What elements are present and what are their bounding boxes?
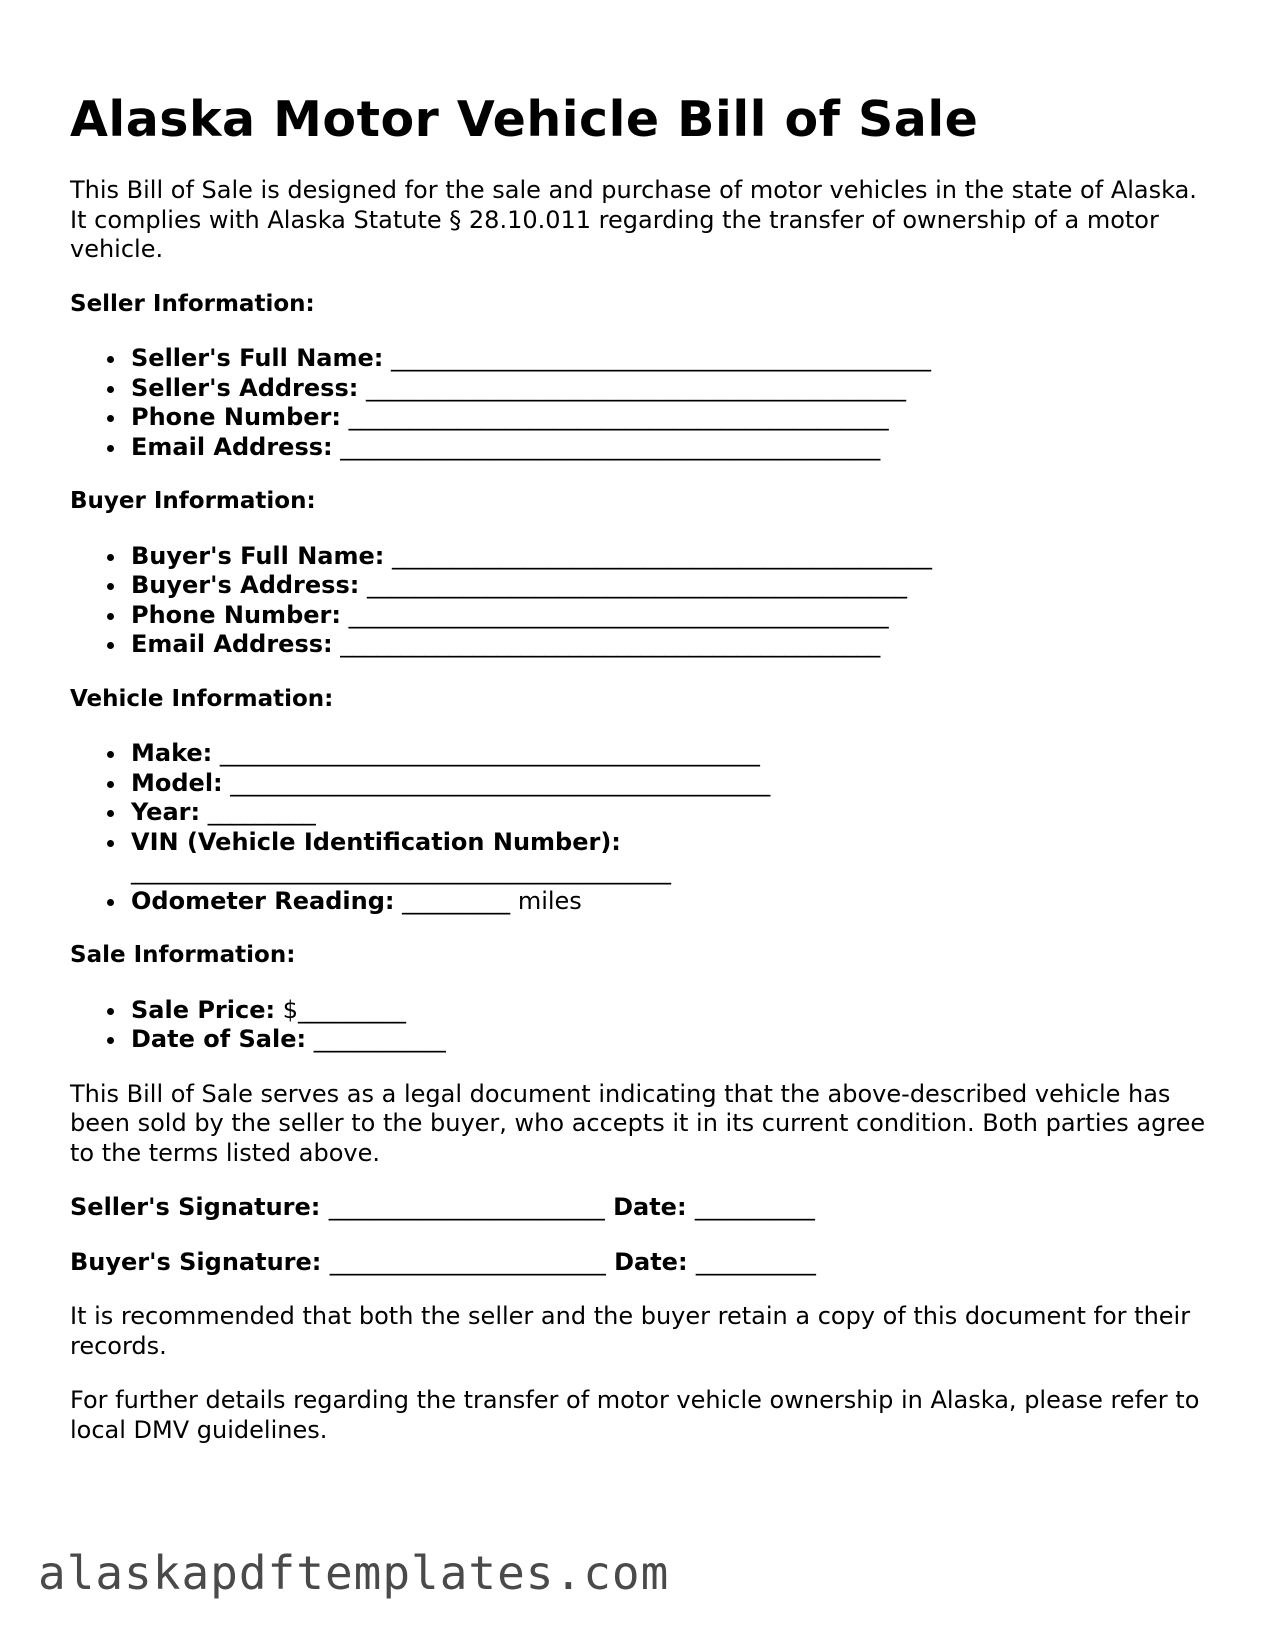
model-field[interactable]: _____________________________________________ bbox=[230, 768, 771, 797]
buyer-address-field[interactable]: _____________________________________________ bbox=[366, 571, 907, 599]
sale-heading: Sale Information: bbox=[70, 942, 296, 968]
buyer-address-label: Buyer's Address: bbox=[131, 571, 360, 599]
vehicle-vin-item bbox=[131, 828, 1210, 887]
seller-email-field[interactable]: _____________________________________________ bbox=[340, 432, 881, 461]
year-label: Year: bbox=[131, 798, 201, 826]
sale-date-label: Date of Sale: bbox=[131, 1025, 307, 1053]
seller-email-item bbox=[131, 433, 1210, 463]
seller-address-item bbox=[131, 374, 1210, 404]
odometer-label: Odometer Reading: bbox=[131, 886, 395, 915]
sale-price-label: Sale Price: bbox=[131, 995, 276, 1024]
buyer-heading: Buyer Information: bbox=[70, 488, 316, 514]
buyer-name-item bbox=[131, 542, 1210, 572]
seller-phone-field[interactable]: _____________________________________________ bbox=[348, 403, 889, 431]
seller-date-label: Date: bbox=[613, 1193, 687, 1221]
vehicle-make-item bbox=[131, 739, 1210, 769]
buyer-email-item bbox=[131, 630, 1210, 660]
seller-name-item bbox=[131, 344, 1210, 374]
vin-label: VIN (Vehicle Identification Number): bbox=[131, 827, 621, 856]
buyer-address-item bbox=[131, 571, 1210, 601]
seller-date-field[interactable]: __________ bbox=[694, 1193, 815, 1221]
year-field[interactable]: _________ bbox=[207, 798, 316, 826]
buyer-date-label: Date: bbox=[614, 1247, 688, 1276]
sale-date-item bbox=[131, 1025, 1210, 1055]
vehicle-list bbox=[70, 739, 1210, 916]
sale-list bbox=[70, 996, 1210, 1055]
buyer-signature-line bbox=[70, 1248, 1210, 1278]
seller-signature-label: Seller's Signature: bbox=[70, 1193, 321, 1221]
buyer-signature-label: Buyer's Signature: bbox=[70, 1247, 322, 1276]
sale-price-item bbox=[131, 996, 1210, 1026]
make-label: Make: bbox=[131, 739, 213, 767]
sale-date-field[interactable]: ___________ bbox=[313, 1025, 446, 1053]
odometer-field[interactable]: _________ bbox=[402, 886, 511, 915]
buyer-name-label: Buyer's Full Name: bbox=[131, 541, 385, 570]
buyer-list bbox=[70, 542, 1210, 660]
sale-price-field[interactable]: $_________ bbox=[282, 995, 407, 1024]
odometer-unit: miles bbox=[517, 886, 582, 915]
vehicle-year-item bbox=[131, 798, 1210, 828]
seller-signature-field[interactable]: _______________________ bbox=[328, 1193, 605, 1221]
further-details-paragraph: For further details regarding the transfer of motor vehicle ownership in Alaska, please refer to local DMV guidelines. bbox=[70, 1386, 1200, 1444]
intro-paragraph: This Bill of Sale is designed for the sale and purchase of motor vehicles in the state of Alaska. It complies with Alaska Statute § 28.10.011 regarding the transfer of ownership of a motor vehicle. bbox=[70, 176, 1197, 263]
buyer-phone-label: Phone Number: bbox=[131, 600, 341, 629]
model-label: Model: bbox=[131, 768, 223, 797]
seller-name-label: Seller's Full Name: bbox=[131, 344, 384, 372]
buyer-email-label: Email Address: bbox=[131, 630, 333, 658]
seller-address-label: Seller's Address: bbox=[131, 373, 359, 402]
buyer-email-field[interactable]: _____________________________________________ bbox=[340, 630, 881, 658]
seller-signature-line bbox=[70, 1193, 1210, 1223]
seller-email-label: Email Address: bbox=[131, 432, 333, 461]
seller-name-field[interactable]: _____________________________________________ bbox=[391, 344, 932, 372]
vin-field[interactable]: _____________________________________________ bbox=[131, 857, 671, 885]
vehicle-odometer-item bbox=[131, 887, 1210, 917]
vehicle-model-item bbox=[131, 769, 1210, 799]
seller-phone-item bbox=[131, 403, 1210, 433]
document-page bbox=[70, 84, 1210, 1445]
page-title: Alaska Motor Vehicle Bill of Sale bbox=[70, 91, 979, 148]
buyer-signature-field[interactable]: _______________________ bbox=[329, 1247, 606, 1276]
statement-paragraph: This Bill of Sale serves as a legal document indicating that the above-described vehicle has been sold by the seller to the buyer, who accepts it in its current condition. Both parties agree to the terms listed above. bbox=[70, 1079, 1206, 1167]
buyer-phone-field[interactable]: _____________________________________________ bbox=[348, 600, 889, 629]
seller-heading: Seller Information: bbox=[70, 290, 315, 317]
make-field[interactable]: _____________________________________________ bbox=[219, 739, 760, 767]
seller-address-field[interactable]: _____________________________________________ bbox=[365, 373, 906, 402]
buyer-date-field[interactable]: __________ bbox=[695, 1247, 816, 1276]
seller-list bbox=[70, 344, 1210, 462]
recommendation-paragraph: It is recommended that both the seller and the buyer retain a copy of this document for their records. bbox=[70, 1302, 1191, 1360]
buyer-phone-item bbox=[131, 601, 1210, 631]
vehicle-heading: Vehicle Information: bbox=[70, 685, 334, 712]
buyer-name-field[interactable]: _____________________________________________ bbox=[392, 541, 933, 570]
seller-phone-label: Phone Number: bbox=[131, 403, 341, 431]
watermark-text: alaskapdftemplates.com bbox=[38, 1546, 670, 1600]
